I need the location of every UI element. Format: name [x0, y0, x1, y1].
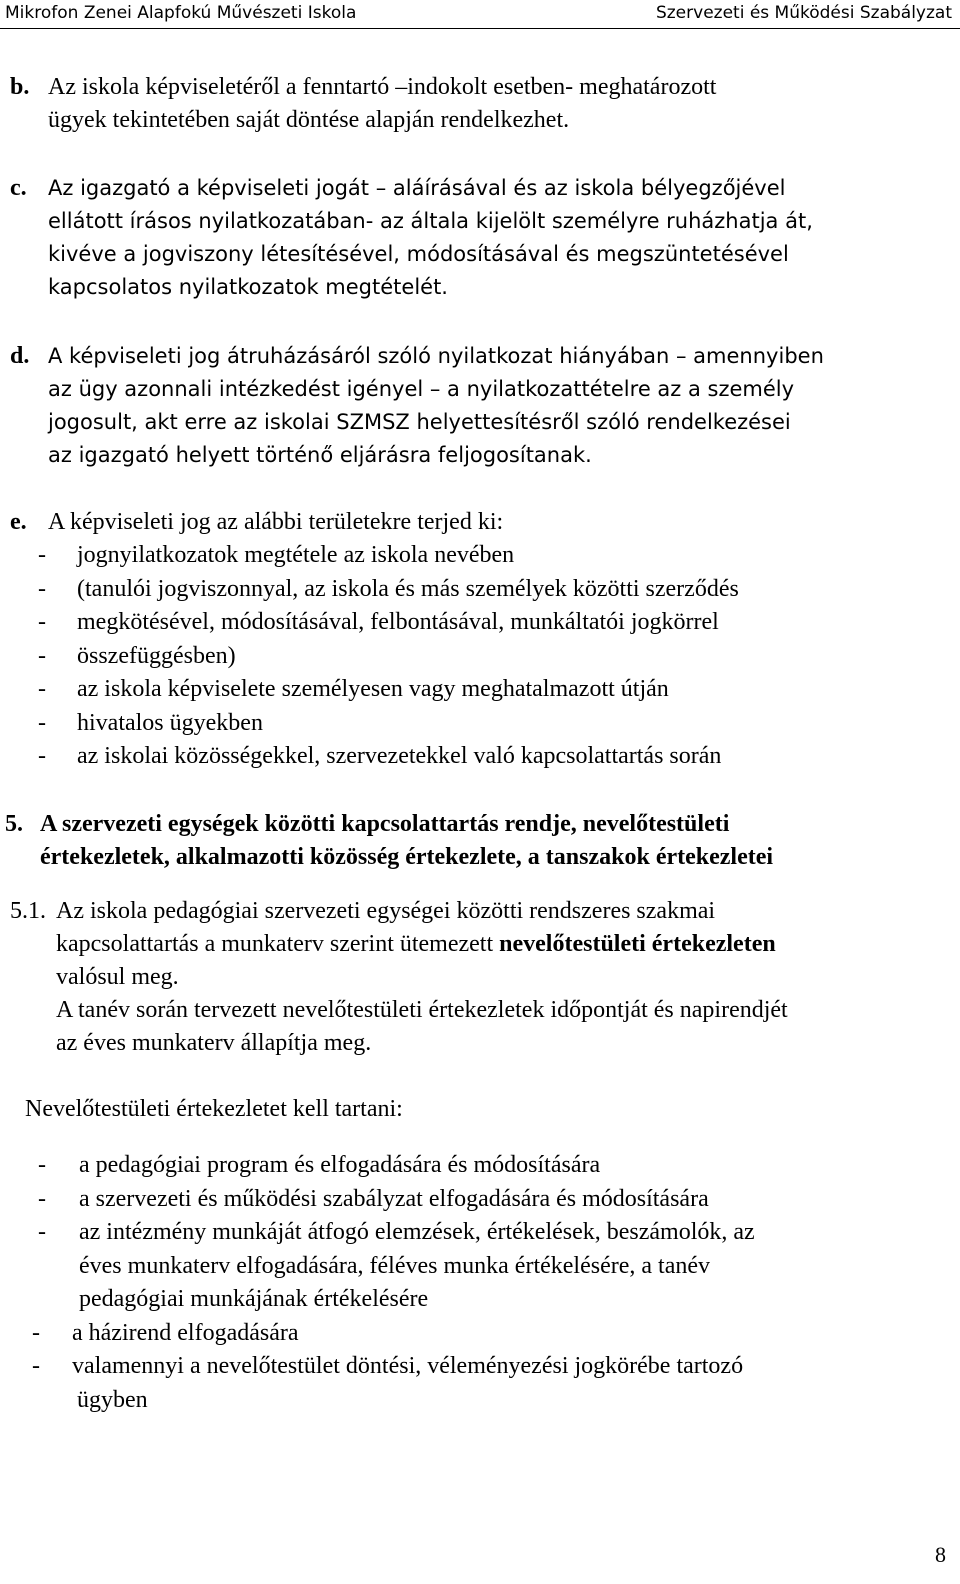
meetings-list [0, 1149, 940, 1417]
header-document-title: Szervezeti és Működési Szabályzat [655, 3, 952, 23]
item-b [0, 71, 940, 137]
meetings-list-item: - valamennyi a nevelőtestület döntési, véleményezési jogkörébe tartozó [32, 1353, 744, 1379]
page-number: 8 [935, 1542, 946, 1567]
item-e-list-item: - hivatalos ügyekben [38, 709, 263, 736]
page-header [0, 0, 960, 31]
item-b-line-2: ügyek tekintetében saját döntése alapján rendelkezhet. [48, 107, 570, 133]
item-b-marker: b. [10, 74, 30, 100]
item-d-marker: d. [10, 343, 30, 369]
item-e [0, 506, 940, 774]
item-d-line-2: az ügy azonnali intézkedést igényel – a nyilatkozattételre az a személy [48, 377, 795, 401]
meetings-list-item-continuation: pedagógiai munkájának értékelésére [79, 1286, 429, 1312]
item-c-line-1: Az igazgató a képviseleti jogát – aláírásával és az iskola bélyegzőjével [48, 176, 786, 200]
item-e-list-item: - összefüggésben) [38, 642, 236, 669]
meetings-list-item: - a szervezeti és működési szabályzat elfogadására és módosítására [38, 1185, 709, 1212]
item-e-list-item: - az iskolai közösségekkel, szervezetekkel való kapcsolattartás során [38, 743, 722, 769]
item-d-line-3: jogosult, akt erre az iskolai SZMSZ helyettesítésről szóló rendelkezései [48, 410, 791, 434]
item-e-list-item: - jognyilatkozatok megtétele az iskola nevében [38, 542, 515, 568]
item-c-line-3: kivéve a jogviszony létesítésével, módosításával és megszüntetésével [48, 242, 789, 266]
item-e-intro: A képviseleti jog az alábbi területekre terjed ki: [48, 509, 504, 535]
item-b-line-1: Az iskola képviseletéről a fenntartó –indokolt esetben- meghatározott [48, 74, 717, 100]
section-5-title-line-1: A szervezeti egységek közötti kapcsolattartás rendje, nevelőtestületi [40, 811, 730, 837]
meetings-list-item: - az intézmény munkáját átfogó elemzések, értékelések, beszámolók, az [38, 1219, 755, 1245]
item-c [0, 172, 940, 304]
item-e-list-item: - az iskola képviselete személyesen vagy meghatalmazott útján [38, 676, 669, 702]
section-5-1-number: 5.1. [10, 898, 46, 924]
header-rule [0, 28, 960, 29]
section-5-number: 5. [5, 811, 23, 837]
item-c-marker: c. [10, 175, 27, 201]
item-e-marker: e. [10, 509, 27, 535]
item-d [0, 340, 940, 472]
section-5-title-line-2: értekezletek, alkalmazotti közösség értekezlete, a tanszakok értekezletei [40, 844, 774, 870]
item-e-list-item: - (tanulói jogviszonnyal, az iskola és más személyek közötti szerződés [38, 575, 739, 602]
item-d-line-4: az igazgató helyett történő eljárásra feljogosítanak. [48, 443, 592, 467]
item-d-line-1: A képviseleti jog átruházásáról szóló nyilatkozat hiányában – amennyiben [48, 344, 824, 368]
meetings-list-item-continuation: ügyben [77, 1386, 148, 1413]
section-5-1-line-2: kapcsolattartás a munkaterv szerint ütemezett [56, 931, 500, 957]
section-5-heading [0, 808, 940, 874]
section-5-1-line-3: valósul meg. [56, 964, 179, 990]
item-c-line-2: ellátott írásos nyilatkozatában- az általa kijelölt személyre ruházhatja át, [48, 209, 813, 233]
meetings-list-item-continuation: éves munkaterv elfogadására, féléves munka értékelésére, a tanév [79, 1252, 711, 1279]
section-5-1-line-5: az éves munkaterv állapítja meg. [56, 1030, 372, 1056]
section-5-1-emphasis: nevelőtestületi értekezleten [499, 931, 776, 957]
item-c-line-4: kapcsolatos nyilatkozatok megtételét. [48, 275, 448, 299]
meetings-list-item: - a házirend elfogadására [32, 1319, 299, 1346]
section-5-1-line-4: A tanév során tervezett nevelőtestületi értekezletek időpontját és napirendjét [56, 997, 788, 1023]
header-school-name: Mikrofon Zenei Alapfokú Művészeti Iskola [5, 3, 357, 23]
section-5-1 [0, 895, 940, 1060]
item-e-list-item: - megkötésével, módosításával, felbontásával, munkáltatói jogkörrel [38, 609, 719, 635]
meetings-list-item: - a pedagógiai program és elfogadására és módosítására [38, 1152, 601, 1178]
meetings-intro: Nevelőtestületi értekezletet kell tartani: [25, 1096, 403, 1122]
section-5-1-line-1: Az iskola pedagógiai szervezeti egységei közötti rendszeres szakmai [56, 898, 716, 924]
